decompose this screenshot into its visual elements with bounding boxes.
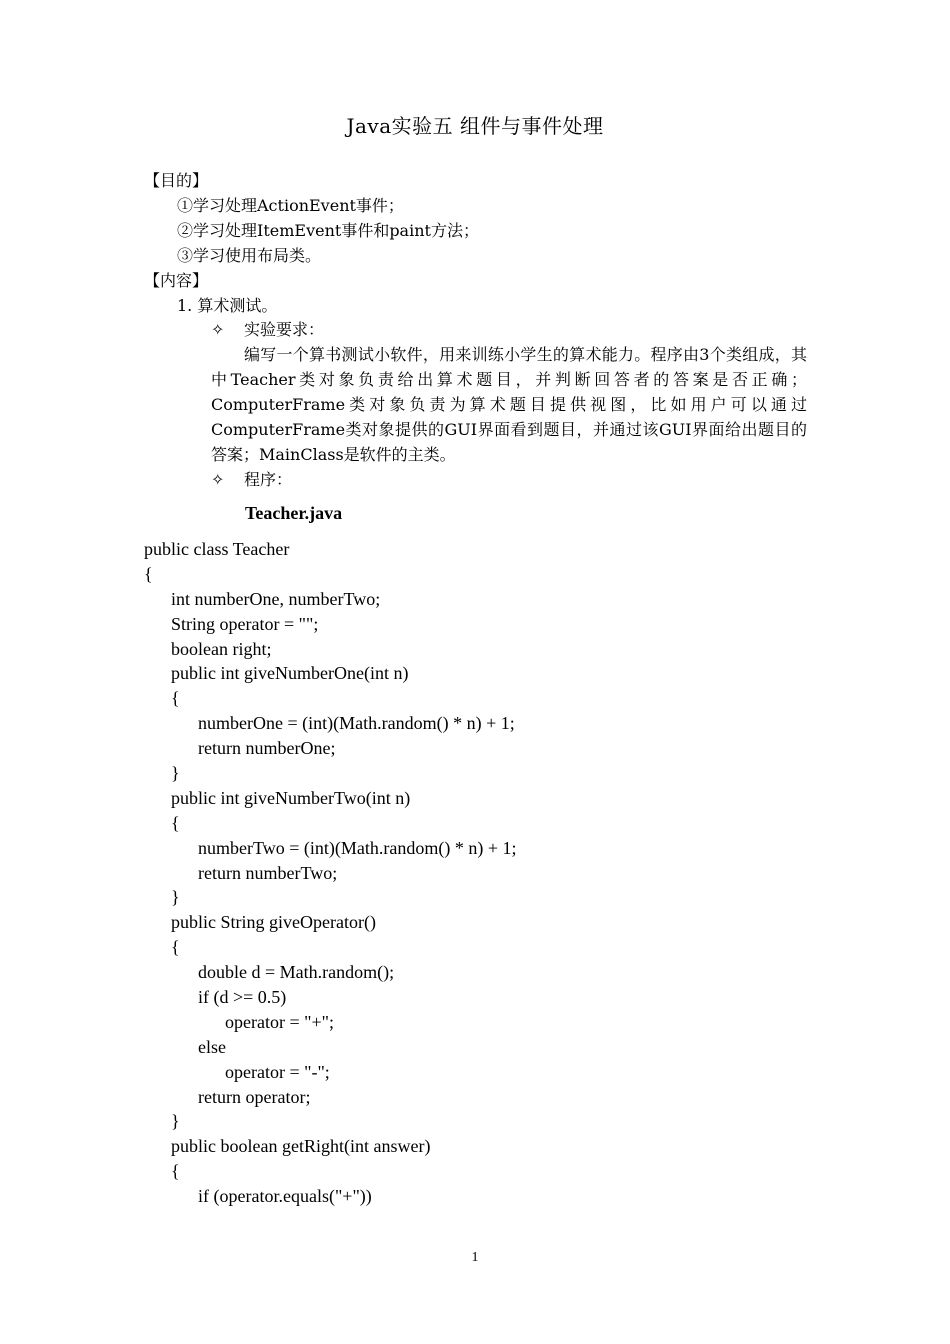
code-line: numberOne = (int)(Math.random() * n) + 1; bbox=[144, 713, 515, 734]
code-line: { bbox=[144, 688, 180, 709]
content-item-1: 1. 算术测试。 bbox=[177, 296, 278, 315]
purpose-item-2: ②学习处理ItemEvent事件和paint方法； bbox=[177, 221, 479, 240]
code-line: boolean right; bbox=[144, 638, 272, 659]
code-line: String operator = ""; bbox=[144, 613, 319, 634]
code-line: if (d >= 0.5) bbox=[144, 987, 287, 1008]
content-heading: 【内容】 bbox=[144, 271, 209, 290]
code-line: double d = Math.random(); bbox=[144, 962, 395, 983]
code-line: operator = "-"; bbox=[144, 1061, 330, 1082]
code-line: int numberOne, numberTwo; bbox=[144, 588, 381, 609]
code-line: public int giveNumberOne(int n) bbox=[144, 663, 409, 684]
requirement-label: 实验要求： bbox=[244, 320, 325, 339]
code-line: { bbox=[144, 812, 180, 833]
code-line: } bbox=[144, 887, 180, 908]
code-line: return operator; bbox=[144, 1086, 311, 1107]
code-line: { bbox=[144, 937, 180, 958]
code-line: public int giveNumberTwo(int n) bbox=[144, 787, 411, 808]
purpose-item-1: ①学习处理ActionEvent事件； bbox=[177, 196, 404, 215]
code-line: operator = "+"; bbox=[144, 1011, 334, 1032]
document-title: Java实验五 组件与事件处理 bbox=[346, 114, 604, 138]
code-line: numberTwo = (int)(Math.random() * n) + 1; bbox=[144, 837, 517, 858]
code-line: { bbox=[144, 563, 153, 584]
program-label: 程序： bbox=[244, 470, 293, 489]
requirement-paragraph: 编写一个算书测试小软件，用来训练小学生的算术能力。程序由3个类组成，其中Teacher类对象负责给出算术题目，并判断回答者的答案是否正确；ComputerFrame类对象负责为算术题目提供视图，比如用户可以通过ComputerFrame类对象提供的GUI界面看到题目，并通过该GUI界面给出题目的答案；MainClass是软件的主类。 bbox=[211, 345, 807, 464]
code-line: else bbox=[144, 1036, 226, 1057]
code-line: if (operator.equals("+")) bbox=[144, 1186, 372, 1207]
code-line: return numberTwo; bbox=[144, 862, 338, 883]
code-line: { bbox=[144, 1161, 180, 1182]
code-line: public class Teacher bbox=[144, 539, 290, 559]
code-line: public String giveOperator() bbox=[144, 912, 376, 933]
diamond-bullet-icon: ✧ bbox=[211, 470, 225, 489]
code-line: public boolean getRight(int answer) bbox=[144, 1136, 431, 1157]
purpose-item-3: ③学习使用布局类。 bbox=[177, 246, 322, 265]
page-number: 1 bbox=[471, 1250, 479, 1265]
code-line: } bbox=[144, 1111, 180, 1132]
requirement-line bbox=[211, 317, 324, 342]
diamond-bullet-icon: ✧ bbox=[211, 320, 225, 339]
program-line bbox=[211, 467, 292, 492]
code-line: return numberOne; bbox=[144, 738, 336, 759]
code-block bbox=[144, 537, 516, 1209]
code-file-title: Teacher.java bbox=[245, 503, 343, 523]
purpose-heading: 【目的】 bbox=[144, 171, 209, 190]
code-line: } bbox=[144, 763, 180, 784]
